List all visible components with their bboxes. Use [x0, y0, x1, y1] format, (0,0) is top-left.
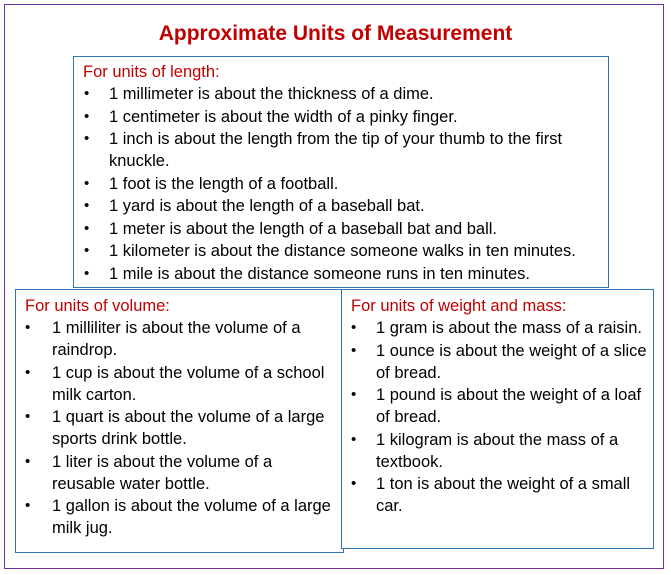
bullet-icon: • — [351, 475, 357, 492]
list-item — [25, 317, 339, 361]
bullet-icon: • — [84, 264, 90, 282]
list-item-text: 1 ounce is about the weight of a slice of bread. — [376, 341, 647, 382]
volume-list — [16, 317, 343, 539]
list-item — [84, 218, 604, 240]
bullet-icon: • — [351, 319, 357, 336]
list-item-text: 1 kilometer is about the distance someone walks in ten minutes. — [109, 242, 576, 260]
list-item-text: 1 ton is about the weight of a small car. — [376, 475, 631, 515]
list-item-text: 1 pound is about the weight of a loaf of bread. — [376, 386, 642, 426]
list-item — [25, 362, 339, 406]
list-item — [351, 384, 649, 428]
list-item-text: 1 liter is about the volume of a reusable water bottle. — [52, 452, 273, 493]
bullet-icon: • — [25, 319, 31, 336]
bullet-icon: • — [351, 430, 357, 448]
length-box — [73, 56, 609, 288]
list-item-text: 1 gallon is about the volume of a large milk jug. — [52, 497, 331, 537]
weight-list — [342, 317, 653, 517]
list-item — [84, 240, 604, 262]
bullet-icon: • — [25, 363, 31, 381]
page-title: Approximate Units of Measurement — [158, 22, 513, 45]
list-item-text: 1 millimeter is about the thickness of a dime. — [109, 85, 434, 103]
weight-box — [341, 289, 654, 549]
volume-box — [15, 289, 344, 553]
bullet-icon: • — [84, 130, 90, 147]
list-item-text: 1 yard is about the length of a baseball bat. — [109, 197, 425, 215]
list-item-text: 1 kilogram is about the mass of a textbook. — [376, 430, 619, 471]
bullet-icon: • — [84, 219, 90, 237]
bullet-icon: • — [84, 107, 90, 125]
list-item-text: 1 quart is about the volume of a large sports drink bottle. — [52, 408, 325, 448]
list-item — [351, 340, 649, 384]
list-item-text: 1 gram is about the mass of a raisin. — [376, 319, 642, 337]
bullet-icon: • — [25, 408, 31, 425]
bullet-icon: • — [351, 386, 357, 403]
length-list — [74, 83, 608, 285]
list-item — [84, 83, 604, 105]
list-item — [351, 473, 649, 517]
list-item-text: 1 centimeter is about the width of a pinky finger. — [109, 107, 458, 126]
bullet-icon: • — [25, 452, 31, 470]
list-item-text: 1 foot is the length of a football. — [109, 174, 339, 193]
list-item — [25, 495, 339, 539]
bullet-icon: • — [351, 341, 357, 359]
list-item — [84, 195, 604, 217]
bullet-icon: • — [84, 85, 90, 102]
list-item-text: 1 inch is about the length from the tip of your thumb to the first knuckle. — [109, 130, 563, 170]
bullet-icon: • — [84, 174, 90, 192]
bullet-icon: • — [84, 242, 90, 259]
list-item-text: 1 mile is about the distance someone runs in ten minutes. — [109, 264, 530, 283]
list-item-text: 1 cup is about the volume of a school milk carton. — [52, 363, 325, 404]
list-item — [84, 128, 604, 172]
length-heading: For units of length: — [83, 63, 220, 81]
list-item-text: 1 milliliter is about the volume of a raindrop. — [52, 319, 301, 359]
list-item — [84, 173, 604, 195]
weight-heading: For units of weight and mass: — [351, 297, 567, 315]
list-item — [84, 263, 604, 285]
bullet-icon: • — [84, 197, 90, 214]
list-item — [351, 429, 649, 473]
volume-heading: For units of volume: — [25, 297, 170, 315]
list-item — [351, 317, 649, 339]
list-item — [25, 406, 339, 450]
list-item — [84, 106, 604, 128]
bullet-icon: • — [25, 497, 31, 514]
list-item — [25, 451, 339, 495]
list-item-text: 1 meter is about the length of a baseball bat and ball. — [109, 219, 498, 238]
